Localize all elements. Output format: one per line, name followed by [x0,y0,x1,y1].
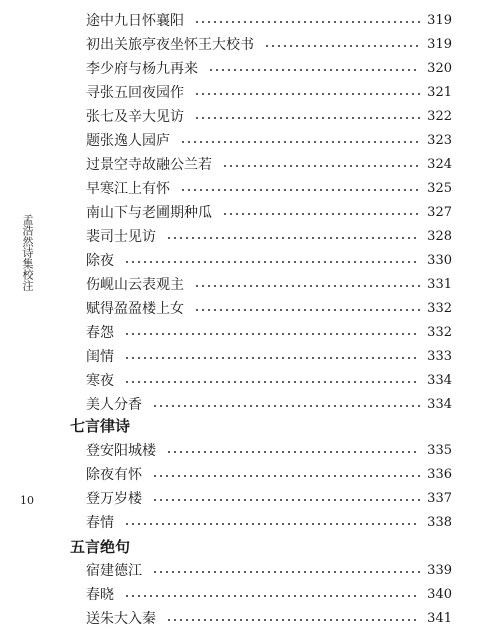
dot-leader [194,309,420,311]
toc-entry[interactable] [86,104,452,128]
toc-entry[interactable] [86,152,452,176]
toc-entry-title: 伤岘山云表观主 [86,277,184,293]
dot-leader [152,499,420,501]
toc-entry-title: 赋得盈盈楼上女 [86,301,184,317]
toc-entry-page: 325 [427,180,452,196]
toc-entry[interactable] [86,344,452,368]
toc-entry[interactable] [86,368,452,392]
dot-leader [180,189,420,191]
toc-entry-title: 送朱大入秦 [86,611,156,627]
toc-entry[interactable] [86,510,452,534]
toc-entry-title: 早寒江上有怀 [86,181,170,197]
dot-leader [194,21,420,23]
toc-entry-title: 李少府与杨九再来 [86,61,198,77]
toc-entry[interactable] [86,272,452,296]
toc-entry-title: 闺情 [86,349,114,365]
toc-entry-title: 美人分香 [86,397,142,413]
toc-entry-page: 340 [427,586,452,602]
toc-entry-page: 327 [427,204,452,220]
toc-entry[interactable] [86,200,452,224]
dot-leader [152,571,420,573]
toc-entry-title: 题张逸人园庐 [86,133,170,149]
toc-entry-page: 331 [427,276,452,292]
toc-entry[interactable] [86,248,452,272]
toc-entry-title: 登万岁楼 [86,491,142,507]
toc-entry[interactable] [86,296,452,320]
toc-entry[interactable] [86,438,452,462]
dot-leader [124,595,420,597]
toc-entry-page: 322 [427,108,452,124]
toc-entry-title: 春怨 [86,325,114,341]
dot-leader [208,69,420,71]
toc-entry[interactable] [86,80,452,104]
toc-entry[interactable] [86,462,452,486]
dot-leader [180,141,420,143]
dot-leader [152,475,420,477]
toc-entry-title: 寻张五回夜园作 [86,85,184,101]
toc-entry-page: 330 [427,252,452,268]
section-heading[interactable]: 五言绝句 [70,537,131,556]
toc-entry-page: 319 [427,12,452,28]
toc-entry-page: 338 [427,514,452,530]
toc-entry-page: 332 [427,300,452,316]
dot-leader [194,285,420,287]
toc-entry-page: 333 [427,348,452,364]
toc-entry[interactable] [86,176,452,200]
book-title: 孟浩然诗集校注 [21,214,34,291]
toc-entry[interactable] [86,8,452,32]
dot-leader [194,117,420,119]
toc-entry-title: 除夜有怀 [86,467,142,483]
dot-leader [124,357,420,359]
page-number: 10 [20,494,34,507]
toc-entry-page: 320 [427,60,452,76]
dot-leader [222,213,420,215]
toc-entry-page: 339 [427,562,452,578]
toc-entry[interactable] [86,486,452,510]
toc-entry[interactable] [86,32,452,56]
dot-leader [194,93,420,95]
toc-entry[interactable] [86,558,452,582]
toc-entry[interactable] [86,224,452,248]
toc-entry-title: 初出关旅亭夜坐怀王大校书 [86,37,254,53]
dot-leader [166,237,420,239]
toc-entry-title: 春晓 [86,587,114,603]
toc-entry-title: 宿建德江 [86,563,142,579]
toc-entry-title: 张七及辛大见访 [86,109,184,125]
toc-entry-page: 334 [427,372,452,388]
toc-entry-page: 336 [427,466,452,482]
toc-entry[interactable] [86,392,452,416]
toc-entry-page: 332 [427,324,452,340]
dot-leader [166,619,420,621]
toc-entry-page: 335 [427,442,452,458]
dot-leader [124,523,420,525]
dot-leader [166,451,420,453]
toc-entry-title: 南山下与老圃期种瓜 [86,205,212,221]
toc-entry-title: 春情 [86,515,114,531]
dot-leader [124,333,420,335]
section-heading[interactable]: 七言律诗 [70,416,131,435]
toc-entry[interactable] [86,606,452,630]
dot-leader [264,45,420,47]
toc-entry-page: 324 [427,156,452,172]
toc-entry-title: 除夜 [86,253,114,269]
toc-entry-page: 319 [427,36,452,52]
toc-entry-title: 裴司士见访 [86,229,156,245]
dot-leader [222,165,420,167]
toc-entry-page: 323 [427,132,452,148]
toc-entry-page: 341 [427,610,452,626]
toc-entry-title: 过景空寺故融公兰若 [86,157,212,173]
toc-entry-page: 321 [427,84,452,100]
dot-leader [152,405,420,407]
toc-entry[interactable] [86,582,452,606]
toc-entry-title: 登安阳城楼 [86,443,156,459]
dot-leader [124,381,420,383]
toc-entry-page: 328 [427,228,452,244]
toc-entry[interactable] [86,128,452,152]
toc-entry-page: 334 [427,396,452,412]
toc-entry[interactable] [86,320,452,344]
toc-entry-page: 337 [427,490,452,506]
dot-leader [124,261,420,263]
toc-entry-title: 途中九日怀襄阳 [86,13,184,29]
toc-entry[interactable] [86,56,452,80]
toc-entry-title: 寒夜 [86,373,114,389]
